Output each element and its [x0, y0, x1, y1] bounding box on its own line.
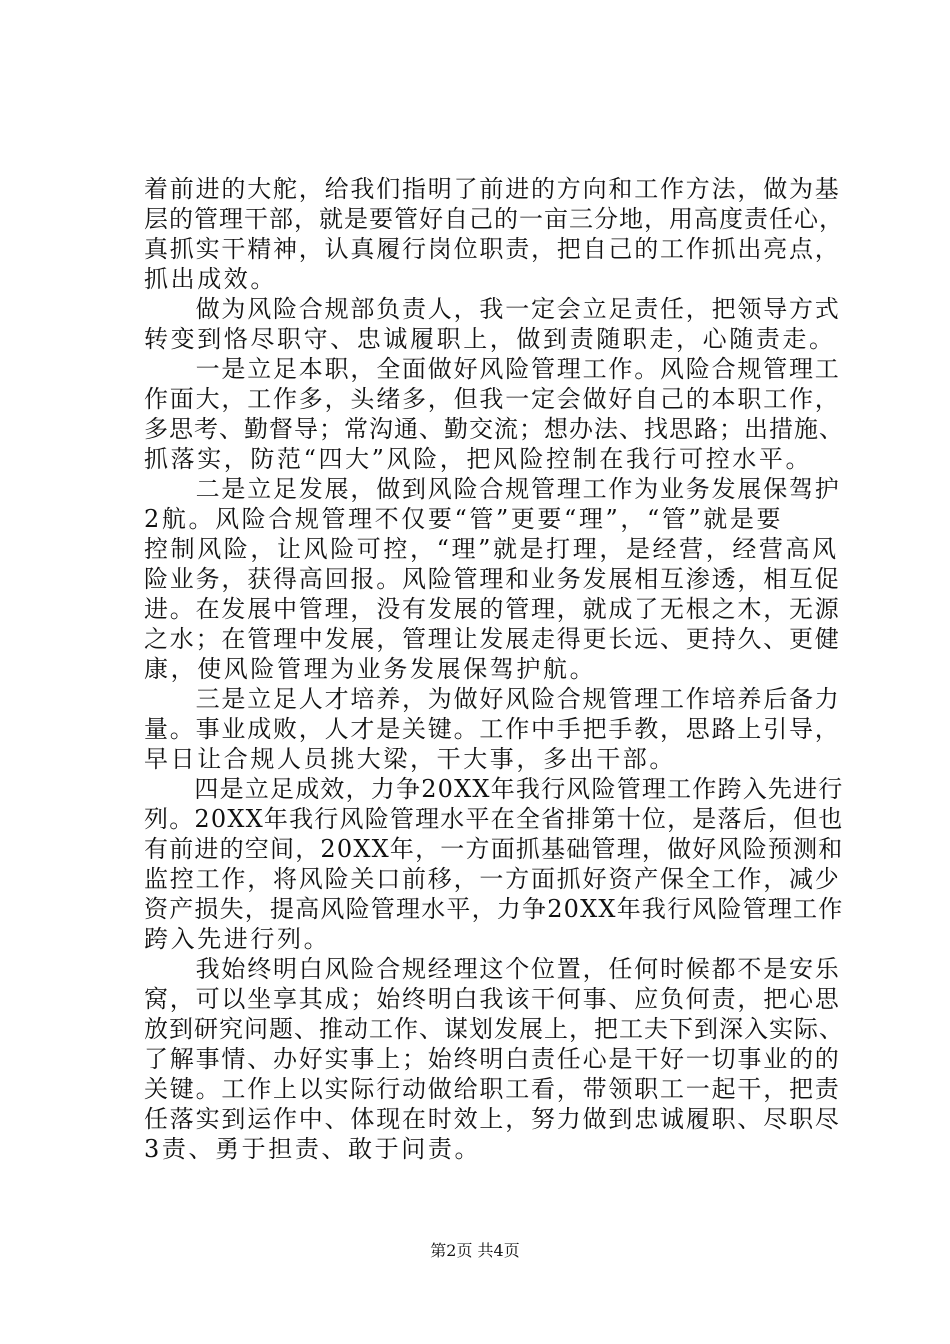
text-line: 早日让合规人员挑大梁，干大事，多出干部。 [144, 745, 676, 773]
text-line: 多思考、勤督导；常沟通、勤交流；想办法、找思路；出措施、 [144, 415, 844, 443]
text-line: 作面大，工作多，头绪多，但我一定会做好自己的本职工作， [144, 385, 841, 413]
text-line: 康，使风险管理为业务发展保驾护航。 [144, 655, 597, 683]
text-line: 有前进的空间，20XX年，一方面抓基础管理，做好风险预测和 [144, 835, 844, 863]
text-line: 列。20XX年我行风险管理水平在全省排第十位，是落后，但也 [144, 805, 844, 833]
text-line: 跨入先进行列。 [144, 925, 331, 953]
text-line: 抓落实，防范“四大”风险，把风险控制在我行可控水平。 [144, 445, 813, 473]
text-line: 一是立足本职，全面做好风险管理工作。风险合规管理工 [144, 355, 841, 383]
text-line: 抓出成效。 [144, 265, 277, 293]
text-line: 做为风险合规部负责人，我一定会立足责任，把领导方式 [144, 295, 841, 323]
text-line: 我始终明白风险合规经理这个位置，任何时候都不是安乐 [144, 955, 841, 983]
text-line: 量。事业成败，人才是关键。工作中手把手教，思路上引导， [144, 715, 841, 743]
text-line: 放到研究问题、推动工作、谋划发展上，把工夫下到深入实际、 [144, 1015, 844, 1043]
text-line: 监控工作，将风险关口前移，一方面抓好资产保全工作，减少 [144, 865, 841, 893]
text-line: 转变到恪尽职守、忠诚履职上，做到责随职走，心随责走。 [144, 325, 836, 353]
text-line: 关键。工作上以实际行动做给职工看，带领职工一起干，把责 [144, 1075, 841, 1103]
text-line: 2航。风险合规管理不仅要“管”更要“理”，“管”就是要 [144, 505, 784, 533]
text-line: 四是立足成效，力争20XX年我行风险管理工作跨入先进行 [144, 775, 844, 803]
text-line: 控制风险，让风险可控，“理”就是打理，是经营，经营高风 [144, 535, 839, 563]
document-body [144, 174, 844, 1164]
text-line: 3责、勇于担责、敢于问责。 [144, 1135, 482, 1163]
text-line: 窝，可以坐享其成；始终明白我该干何事、应负何责，把心思 [144, 985, 841, 1013]
text-line: 三是立足人才培养，为做好风险合规管理工作培养后备力 [144, 685, 841, 713]
text-line: 进。在发展中管理，没有发展的管理，就成了无根之木，无源 [144, 595, 841, 623]
text-line: 任落实到运作中、体现在时效上，努力做到忠诚履职、尽职尽 [144, 1105, 841, 1133]
text-line: 资产损失，提高风险管理水平，力争20XX年我行风险管理工作 [144, 895, 844, 923]
text-line: 层的管理干部，就是要管好自己的一亩三分地，用高度责任心， [144, 205, 844, 233]
text-line: 险业务，获得高回报。风险管理和业务发展相互渗透，相互促 [144, 565, 841, 593]
text-line: 二是立足发展，做到风险合规管理工作为业务发展保驾护 [144, 475, 841, 503]
text-line: 真抓实干精神，认真履行岗位职责，把自己的工作抓出亮点， [144, 235, 841, 263]
page-footer: 第2页 共4页 [430, 1241, 520, 1260]
text-line: 了解事情、办好实事上；始终明白责任心是干好一切事业的的 [144, 1045, 841, 1073]
text-line: 之水；在管理中发展，管理让发展走得更长远、更持久、更健 [144, 625, 841, 653]
text-line: 着前进的大舵，给我们指明了前进的方向和工作方法，做为基 [144, 175, 841, 203]
